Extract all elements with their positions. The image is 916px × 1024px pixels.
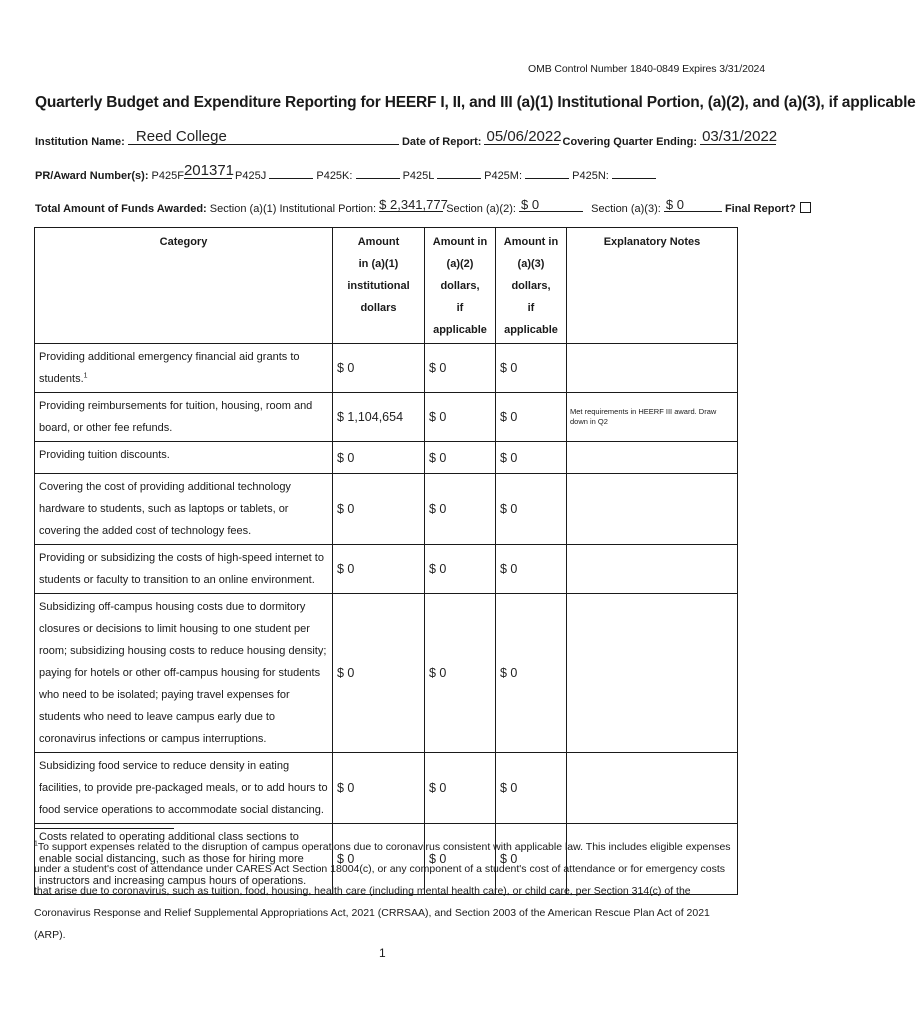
a3-amount-cell[interactable]: $ 0 [496, 594, 567, 753]
a3-amount-header: Amount in (a)(3) dollars, if applicable [496, 228, 567, 344]
a1-amount-cell[interactable]: $ 0 [333, 824, 425, 895]
category-cell: Providing or subsidizing the costs of high-speed internet to students or faculty to transition to an online environment. [35, 545, 333, 594]
footnote-number: 1 [34, 840, 38, 848]
funds-awarded-label: Total Amount of Funds Awarded: [35, 203, 207, 215]
notes-cell[interactable]: Met requirements in HEERF III award. Draw down in Q2 [567, 393, 738, 442]
p425m-label: P425M: [484, 170, 523, 182]
a3-amount-cell[interactable]: $ 0 [496, 393, 567, 442]
a1-amount-cell[interactable]: $ 0 [333, 344, 425, 393]
category-header: Category [35, 228, 333, 344]
section-a1-value: $ 2,341,777 [379, 197, 448, 212]
a2-amount-cell[interactable]: $ 0 [425, 753, 496, 824]
p425n-label: P425N: [572, 170, 609, 182]
covering-quarter-field[interactable] [700, 128, 778, 145]
a1-amount-cell[interactable]: $ 0 [333, 474, 425, 545]
p425f-value: 201371 [183, 162, 235, 179]
table-row [35, 393, 738, 442]
a1-amount-cell[interactable]: $ 0 [333, 594, 425, 753]
notes-cell[interactable] [567, 545, 738, 594]
category-cell: Covering the cost of providing additional technology hardware to students, such as laptops or tablets, or covering the added cost of technology fees. [35, 474, 333, 545]
a2-amount-cell[interactable]: $ 0 [425, 474, 496, 545]
date-of-report-value: 05/06/2022 [486, 128, 562, 145]
institution-line [35, 128, 778, 148]
a2-amount-cell[interactable]: $ 0 [425, 594, 496, 753]
section-a3-value: $ 0 [665, 197, 684, 212]
final-report-checkbox[interactable] [800, 202, 811, 213]
table-header-row [35, 228, 738, 344]
p425j-label: P425J [235, 170, 267, 182]
section-a2-label: Section (a)(2): [446, 203, 516, 215]
omb-control-number: OMB Control Number 1840-0849 Expires 3/31/2024 [528, 63, 766, 75]
p425f-label: P425F [151, 170, 184, 182]
footnote-divider [34, 828, 174, 829]
p425l-field[interactable] [437, 167, 481, 179]
institution-name-value: Reed College [135, 128, 227, 145]
p425n-field[interactable] [612, 167, 656, 179]
category-cell: Providing reimbursements for tuition, housing, room and board, or other fee refunds. [35, 393, 333, 442]
notes-cell[interactable] [567, 753, 738, 824]
category-cell: Costs related to operating additional class sections to enable social distancing, such as those for hiring more instructors and increasing campus hours of operations. [35, 824, 333, 895]
a2-amount-cell[interactable]: $ 0 [425, 824, 496, 895]
footnote-text: To support expenses related to the disruption of campus operations due to coronavirus consistent with applicable law. This includes eligible expenses under a student's cost of attendance under CARES Act Section 18004(c), or any component of a student's cost of attendance or for emergency costs that arise due to coronavirus, such as tuition, food, housing, health care (including mental health care), or child care, per Section 314(c) of the Coronavirus Response and Relief Supplemental Appropriations Act, 2021 (CRRSAA), and Section 2003 of the American Rescue Plan Act of 2021 (ARP). [34, 841, 731, 941]
a1-amount-cell[interactable]: $ 1,104,654 [333, 393, 425, 442]
award-numbers-line [35, 162, 656, 182]
institution-name-field[interactable] [128, 128, 399, 145]
a2-amount-header: Amount in (a)(2) dollars, if applicable [425, 228, 496, 344]
explanatory-notes-header: Explanatory Notes [567, 228, 738, 344]
section-a2-value: $ 0 [520, 197, 540, 212]
a1-amount-cell[interactable]: $ 0 [333, 545, 425, 594]
notes-cell[interactable] [567, 344, 738, 393]
a3-amount-cell[interactable]: $ 0 [496, 344, 567, 393]
notes-cell[interactable] [567, 594, 738, 753]
a3-amount-cell[interactable]: $ 0 [496, 545, 567, 594]
table-row [35, 594, 738, 753]
a2-amount-cell[interactable]: $ 0 [425, 344, 496, 393]
p425l-label: P425L [402, 170, 434, 182]
footnote [34, 836, 738, 946]
date-of-report-label: Date of Report: [401, 136, 482, 148]
a1-amount-cell[interactable]: $ 0 [333, 753, 425, 824]
table-row [35, 753, 738, 824]
covering-quarter-value: 03/31/2022 [702, 128, 778, 145]
a2-amount-cell[interactable]: $ 0 [425, 393, 496, 442]
covering-quarter-label: Covering Quarter Ending: [562, 136, 698, 148]
p425m-field[interactable] [525, 167, 569, 179]
table-row [35, 344, 738, 393]
section-a3-field[interactable] [664, 197, 722, 212]
section-a1-label: Section (a)(1) Institutional Portion: [209, 203, 377, 215]
table-row [35, 474, 738, 545]
award-label: PR/Award Number(s): [35, 170, 149, 182]
final-report-label: Final Report? [724, 203, 796, 215]
a2-amount-cell[interactable]: $ 0 [425, 545, 496, 594]
category-cell: Subsidizing food service to reduce density in eating facilities, to provide pre-packaged meals, or to add hours to food service operations to accommodate social distancing. [35, 753, 333, 824]
p425j-field[interactable] [269, 167, 313, 179]
table-row [35, 545, 738, 594]
footnote-ref: 1 [83, 372, 88, 380]
institution-label: Institution Name: [35, 136, 125, 148]
p425f-field[interactable] [183, 162, 235, 179]
a2-amount-cell[interactable]: $ 0 [425, 442, 496, 474]
section-a3-label: Section (a)(3): [591, 203, 661, 215]
page-number: 1 [379, 946, 386, 960]
category-cell: Providing tuition discounts. [35, 442, 333, 474]
expenditure-table [34, 227, 738, 895]
section-a2-field[interactable] [519, 197, 583, 212]
table-row [35, 442, 738, 474]
category-cell: Providing additional emergency financial aid grants to students.$^1$ [35, 344, 333, 393]
date-of-report-field[interactable] [484, 128, 562, 145]
a3-amount-cell[interactable]: $ 0 [496, 753, 567, 824]
a3-amount-cell[interactable]: $ 0 [496, 442, 567, 474]
section-a1-field[interactable] [379, 197, 448, 212]
notes-cell[interactable] [567, 474, 738, 545]
p425k-label: P425K: [316, 170, 353, 182]
a1-amount-cell[interactable]: $ 0 [333, 442, 425, 474]
a3-amount-cell[interactable]: $ 0 [496, 824, 567, 895]
p425k-field[interactable] [356, 167, 400, 179]
a1-amount-header: Amount in (a)(1) institutional dollars [333, 228, 425, 344]
funds-awarded-line [35, 197, 811, 215]
form-title: Quarterly Budget and Expenditure Reporting for HEERF I, II, and III (a)(1) Institutional Portion, (a)(2), and (a)(3), if applicable [35, 94, 916, 111]
notes-cell[interactable] [567, 442, 738, 474]
category-cell: Subsidizing off-campus housing costs due to dormitory closures or decisions to limit housing to one student per room; subsidizing housing costs to reduce housing density; paying for hotels or other off-campus housing for students who need to be isolated; paying travel expenses for students who need to leave campus early due to coronavirus infections or campus interruptions. [35, 594, 333, 753]
a3-amount-cell[interactable]: $ 0 [496, 474, 567, 545]
